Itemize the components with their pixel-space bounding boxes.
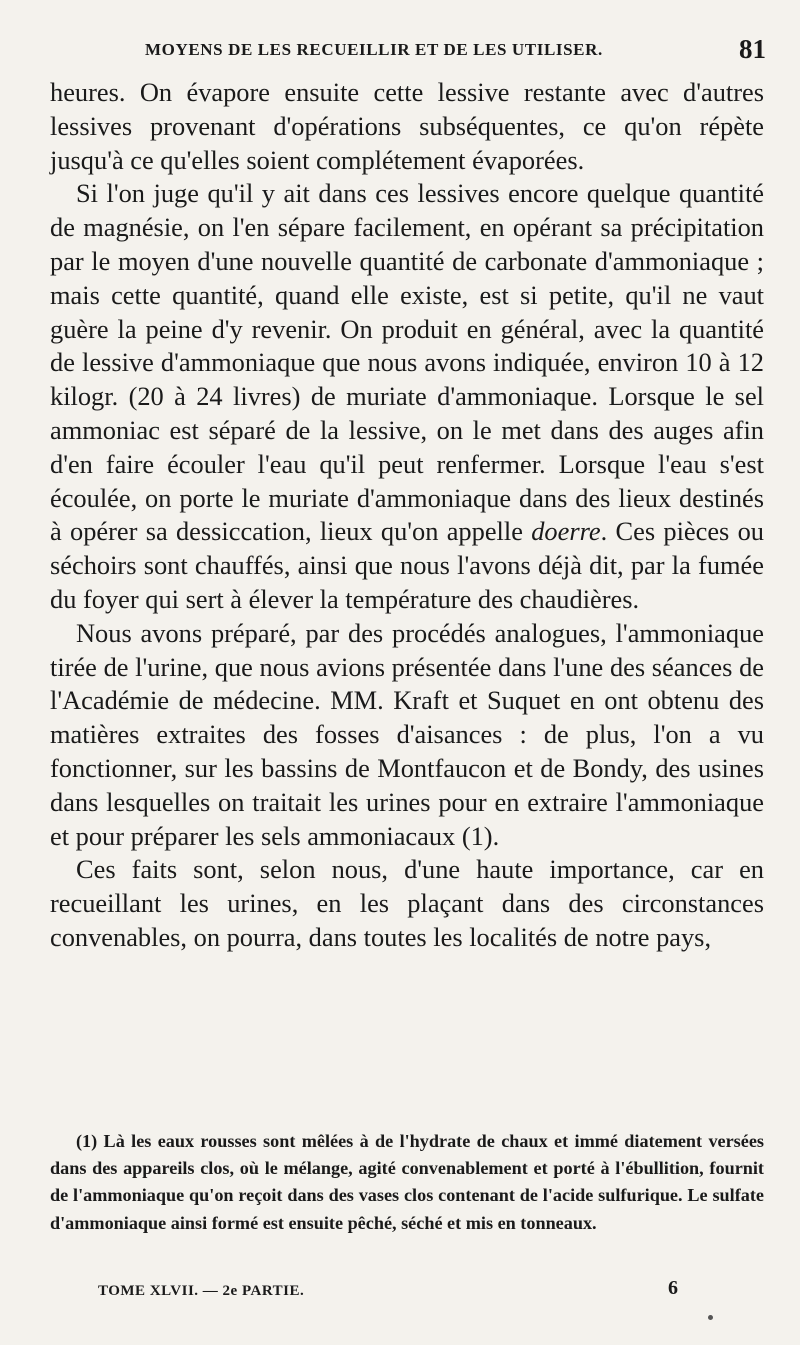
- sheet-signature: 6: [668, 1277, 678, 1299]
- footnote-1: (1) Là les eaux rousses sont mêlées à de l'hydrate de chaux et immé diatement versées dans des appareils clos, où le mélange, agité convenablement et porté à l'ébullition, fournit de l'ammoniaque qu'on reçoit dans des vases clos contenant de l'acide sulfurique. Le sulfate d'ammoniaque ainsi formé est ensuite pêché, séché et mis en tonneaux.: [50, 1131, 764, 1233]
- paragraph-3: [50, 617, 764, 854]
- page-number: 81: [739, 34, 766, 64]
- italic-term: doerre: [531, 516, 601, 547]
- paragraph-3-text: Nous avons préparé, par des procédés analogues, l'ammoniaque tirée de l'urine, que nous avions présentée dans l'une des séances de l'Académie de médecine. MM. Kraft et Suquet en ont obtenu des matières extraites des fosses d'aisances : de plus, l'on a vu fonctionner, sur les bassins de Montfaucon et de Bondy, des usines dans lesquelles on traitait les urines pour en extraire l'ammoniaque et pour préparer les sels ammoniacaux (1).: [50, 617, 764, 851]
- paragraph-4-text: Ces faits sont, selon nous, d'une haute importance, car en recueillant les urines, en les plaçant dans des circonstances convenables, on pourra, dans toutes les localités de notre pays,: [50, 854, 764, 952]
- paragraph-2: [50, 177, 764, 616]
- running-title: MOYENS DE LES RECUEILLIR ET DE LES UTILISER.: [145, 40, 603, 59]
- footnotes: [50, 1128, 764, 1237]
- body-text: [50, 76, 764, 955]
- paragraph-2-text-after: . Ces pièces ou séchoirs sont chauffés, ainsi que nous l'avons déjà dit, par la fumée du foyer qui sert à élever la température des chaudières.: [50, 516, 764, 614]
- paragraph-1-text: heures. On évapore ensuite cette lessive restante avec d'autres lessives provenant d'opérations subséquentes, ce qu'on répète jusqu'à ce qu'elles soient complétement évaporées.: [50, 77, 764, 175]
- print-speck: [708, 1315, 713, 1320]
- volume-signature: TOME XLVII. — 2e PARTIE.: [98, 1283, 305, 1299]
- paragraph-2-text-before: Si l'on juge qu'il y ait dans ces lessives encore quelque quantité de magnésie, on l'en sépare facilement, en opérant sa précipitation par le moyen d'une nouvelle quantité de carbonate d'ammoniaque ; mais cette quantité, quand elle existe, est si petite, qu'il ne vaut guère la peine d'y revenir. On produit en général, avec la quantité de lessive d'ammoniaque que nous avons indiquée, environ 10 à 12 kilogr. (20 à 24 livres) de muriate d'ammoniaque. Lorsque le sel ammoniac est séparé de la lessive, on le met dans des auges afin d'en faire écouler l'eau qu'il peut renfermer. Lorsque l'eau s'est écoulée, on porte le muriate d'ammoniaque dans des lieux destinés à opérer sa dessiccation, lieux qu'on appelle: [50, 178, 764, 547]
- paragraph-1: [50, 76, 764, 177]
- signature-line: [50, 1277, 764, 1307]
- paragraph-4: [50, 853, 764, 954]
- running-head: [50, 30, 770, 70]
